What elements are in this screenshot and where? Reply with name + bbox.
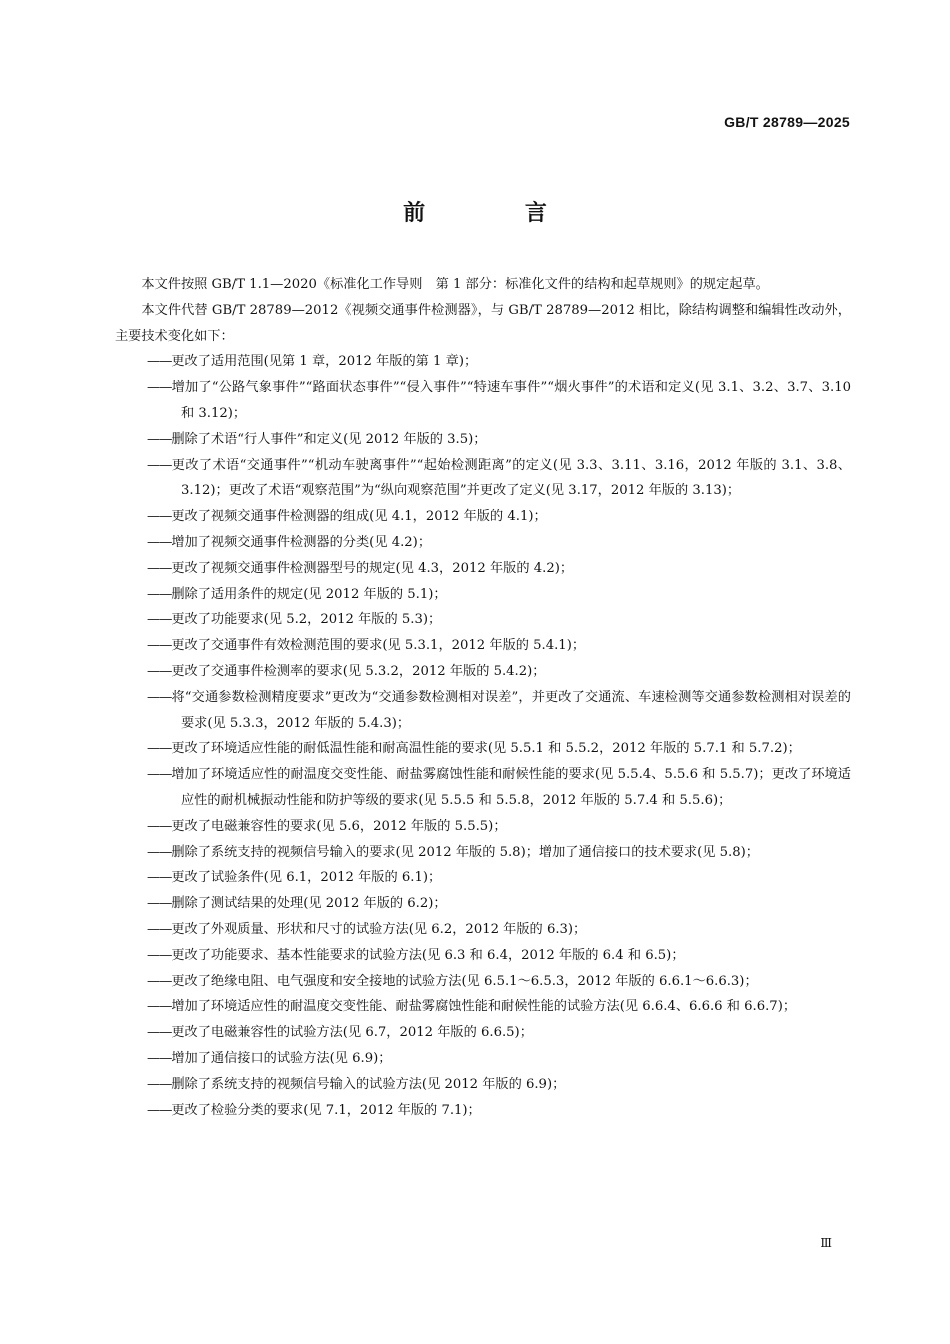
dash-marker: —— (147, 586, 172, 602)
change-text: 删除了系统支持的视频信号输入的要求(见 2012 年版的 5.8)；增加了通信接口的技术要求(见 5.8)； (171, 844, 759, 860)
change-text: 增加了“公路气象事件”“路面状态事件”“侵入事件”“特速车事件”“烟火事件”的术语和定义(见 3.1、3.2、3.7、3.10 和 3.12)； (171, 380, 851, 421)
change-item (115, 504, 851, 530)
dash-marker: —— (147, 638, 172, 654)
change-item (115, 865, 851, 891)
dash-marker: —— (147, 1025, 172, 1041)
change-text: 增加了环境适应性的耐温度交变性能、耐盐雾腐蚀性能和耐候性能的要求(见 5.5.4、5.5.6 和 5.5.7)；更改了环境适应性的耐机械振动性能和防护等级的要求(见 5.5.5 和 5.5.8，2012 年版的 5.7.4 和 5.5.6)； (171, 767, 851, 808)
dash-marker: —— (147, 870, 172, 886)
dash-marker: —— (147, 818, 172, 834)
dash-marker: —— (147, 844, 172, 860)
dash-marker: —— (147, 1102, 172, 1118)
change-item (115, 994, 851, 1020)
change-item (115, 530, 851, 556)
change-text: 更改了功能要求(见 5.2，2012 年版的 5.3)； (171, 612, 442, 628)
dash-marker: —— (147, 973, 172, 989)
dash-marker: —— (147, 921, 172, 937)
change-item (115, 891, 851, 917)
dash-marker: —— (147, 354, 172, 370)
change-text: 删除了适用条件的规定(见 2012 年版的 5.1)； (171, 586, 447, 602)
change-item (115, 556, 851, 582)
change-item (115, 685, 851, 737)
dash-marker: —— (147, 999, 172, 1015)
change-text: 增加了视频交通事件检测器的分类(见 4.2)； (171, 534, 432, 550)
change-item (115, 736, 851, 762)
change-text: 更改了术语“交通事件”“机动车驶离事件”“起始检测距离”的定义(见 3.3、3.11、3.16，2012 年版的 3.1、3.8、3.12)；更改了术语“观察范围”为“纵向观察范围”并更改了定义(见 3.17，2012 年版的 3.13)； (171, 457, 851, 499)
change-item (115, 375, 851, 427)
page-number: Ⅲ (820, 1236, 832, 1250)
change-item (115, 917, 851, 943)
change-item (115, 427, 851, 453)
change-text: 将“交通参数检测精度要求”更改为“交通参数检测相对误差”，并更改了交通流、车速检测等交通参数检测相对误差的要求(见 5.3.3，2012 年版的 5.4.3)； (171, 689, 851, 731)
change-item (115, 814, 851, 840)
change-text: 更改了外观质量、形状和尺寸的试验方法(见 6.2，2012 年版的 6.3)； (171, 921, 587, 937)
change-text: 更改了功能要求、基本性能要求的试验方法(见 6.3 和 6.4，2012 年版的 6.4 和 6.5)； (171, 947, 685, 963)
change-item (115, 582, 851, 608)
change-item (115, 840, 851, 866)
dash-marker: —— (147, 1050, 172, 1066)
change-text: 删除了测试结果的处理(见 2012 年版的 6.2)； (171, 896, 447, 912)
change-text: 更改了电磁兼容性的要求(见 5.6，2012 年版的 5.5.5)； (171, 818, 507, 834)
change-text: 更改了适用范围(见第 1 章，2012 年版的第 1 章)； (171, 354, 478, 370)
dash-marker: —— (147, 560, 172, 576)
change-item (115, 1072, 851, 1098)
dash-marker: —— (147, 457, 172, 473)
dash-marker: —— (147, 689, 172, 705)
dash-marker: —— (147, 509, 172, 525)
change-item (115, 1098, 851, 1124)
dash-marker: —— (147, 947, 172, 963)
standard-code: GB/T 28789—2025 (724, 114, 850, 130)
change-item (115, 453, 851, 505)
change-text: 更改了环境适应性能的耐低温性能和耐高温性能的要求(见 5.5.1 和 5.5.2，2012 年版的 5.7.1 和 5.7.2)； (171, 741, 801, 757)
replacement-paragraph: 本文件代替 GB/T 28789—2012《视频交通事件检测器》，与 GB/T 28789—2012 相比，除结构调整和编辑性改动外，主要技术变化如下： (115, 302, 851, 344)
change-text: 更改了试验条件(见 6.1，2012 年版的 6.1)； (171, 870, 442, 886)
dash-marker: —— (147, 534, 172, 550)
change-item (115, 762, 851, 814)
dash-marker: —— (147, 612, 172, 628)
dash-marker: —— (147, 1076, 172, 1092)
change-item (115, 633, 851, 659)
page-title: 前 言 (403, 201, 593, 226)
change-item (115, 1046, 851, 1072)
dash-marker: —— (147, 767, 172, 783)
change-item (115, 349, 851, 375)
change-item (115, 659, 851, 685)
dash-marker: —— (147, 896, 172, 912)
dash-marker: —— (147, 663, 172, 679)
change-text: 更改了电磁兼容性的试验方法(见 6.7，2012 年版的 6.6.5)； (171, 1025, 533, 1041)
change-text: 更改了视频交通事件检测器型号的规定(见 4.3，2012 年版的 4.2)； (171, 560, 574, 576)
dash-marker: —— (147, 380, 172, 396)
change-item (115, 1020, 851, 1046)
change-text: 更改了视频交通事件检测器的组成(见 4.1，2012 年版的 4.1)； (171, 509, 547, 525)
change-text: 增加了通信接口的试验方法(见 6.9)； (171, 1050, 392, 1066)
change-text: 删除了术语“行人事件”和定义(见 2012 年版的 3.5)； (171, 431, 487, 447)
change-text: 更改了交通事件有效检测范围的要求(见 5.3.1，2012 年版的 5.4.1)； (171, 638, 586, 654)
change-text: 更改了检验分类的要求(见 7.1，2012 年版的 7.1)； (171, 1102, 481, 1118)
change-text: 更改了交通事件检测率的要求(见 5.3.2，2012 年版的 5.4.2)； (171, 663, 546, 679)
change-text: 删除了系统支持的视频信号输入的试验方法(见 2012 年版的 6.9)； (171, 1076, 566, 1092)
change-item (115, 943, 851, 969)
document-body (115, 272, 851, 1123)
change-item (115, 607, 851, 633)
dash-marker: —— (147, 431, 172, 447)
intro-paragraph: 本文件按照 GB/T 1.1—2020《标准化工作导则 第 1 部分：标准化文件的结构和起草规则》的规定起草。 (141, 277, 769, 292)
dash-marker: —— (147, 741, 172, 757)
change-text: 增加了环境适应性的耐温度交变性能、耐盐雾腐蚀性能和耐候性能的试验方法(见 6.6.4、6.6.6 和 6.6.7)； (171, 999, 797, 1015)
change-text: 更改了绝缘电阻、电气强度和安全接地的试验方法(见 6.5.1～6.5.3，2012 年版的 6.6.1～6.6.3)； (171, 973, 758, 989)
change-item (115, 969, 851, 995)
change-list (115, 349, 851, 1123)
